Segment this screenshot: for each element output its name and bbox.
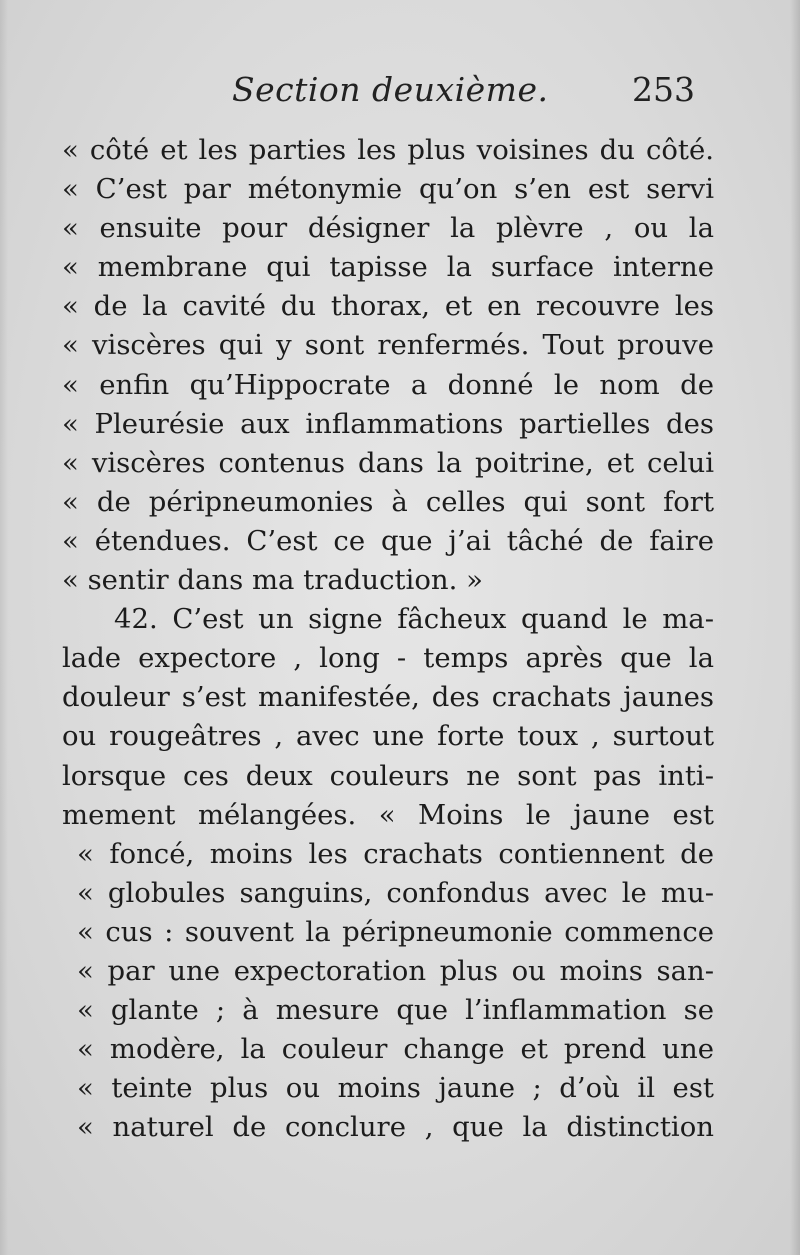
text-line: douleur s’est manifestée, des crachats jaunes bbox=[62, 681, 714, 714]
text-line: « teinte plus ou moins jaune ; d’où il est bbox=[77, 1072, 714, 1105]
text-line: « sentir dans ma traduction. » bbox=[62, 564, 483, 597]
text-line: « glante ; à mesure que l’inflammation se bbox=[77, 994, 714, 1027]
page-header bbox=[0, 70, 800, 120]
text-line: lorsque ces deux couleurs ne sont pas inti- bbox=[62, 759, 714, 792]
text-line: « globules sanguins, confondus avec le mu- bbox=[77, 876, 714, 909]
body-text bbox=[62, 131, 714, 1147]
text-line: mement mélangées. « Moins le jaune est bbox=[62, 798, 714, 831]
text-line: « naturel de conclure , que la distinction bbox=[77, 1111, 714, 1144]
text-line: « de la cavité du thorax, et en recouvre les bbox=[62, 290, 714, 323]
text-line: « enfin qu’Hippocrate a donné le nom de bbox=[62, 368, 714, 401]
running-title: Section deuxième. bbox=[232, 70, 549, 109]
paragraph-start-line: 42. C’est un signe fâcheux quand le ma- bbox=[114, 603, 714, 636]
text-line: « membrane qui tapisse la surface interne bbox=[62, 251, 714, 284]
text-line: « viscères contenus dans la poitrine, et celui bbox=[62, 446, 714, 479]
text-line: « Pleurésie aux inflammations partielles des bbox=[62, 407, 714, 440]
page-left-edge bbox=[0, 0, 8, 1255]
text-line: « de péripneumonies à celles qui sont fort bbox=[62, 485, 714, 518]
page-number: 253 bbox=[632, 70, 695, 109]
page-right-edge bbox=[790, 0, 800, 1255]
text-line: « foncé, moins les crachats contiennent de bbox=[77, 837, 714, 870]
text-line: « par une expectoration plus ou moins san- bbox=[77, 954, 714, 987]
text-line: « étendues. C’est ce que j’ai tâché de faire bbox=[62, 524, 714, 557]
text-line: lade expectore , long - temps après que la bbox=[62, 642, 714, 675]
text-line: « modère, la couleur change et prend une bbox=[77, 1033, 714, 1066]
text-line: « ensuite pour désigner la plèvre , ou la bbox=[62, 212, 714, 245]
text-line: ou rougeâtres , avec une forte toux , surtout bbox=[62, 720, 714, 753]
text-line: « côté et les parties les plus voisines du côté. bbox=[62, 134, 714, 166]
text-line: « viscères qui y sont renfermés. Tout prouve bbox=[62, 329, 714, 362]
text-line: « C’est par métonymie qu’on s’en est servi bbox=[62, 173, 714, 206]
text-line: « cus : souvent la péripneumonie commence bbox=[77, 915, 714, 948]
